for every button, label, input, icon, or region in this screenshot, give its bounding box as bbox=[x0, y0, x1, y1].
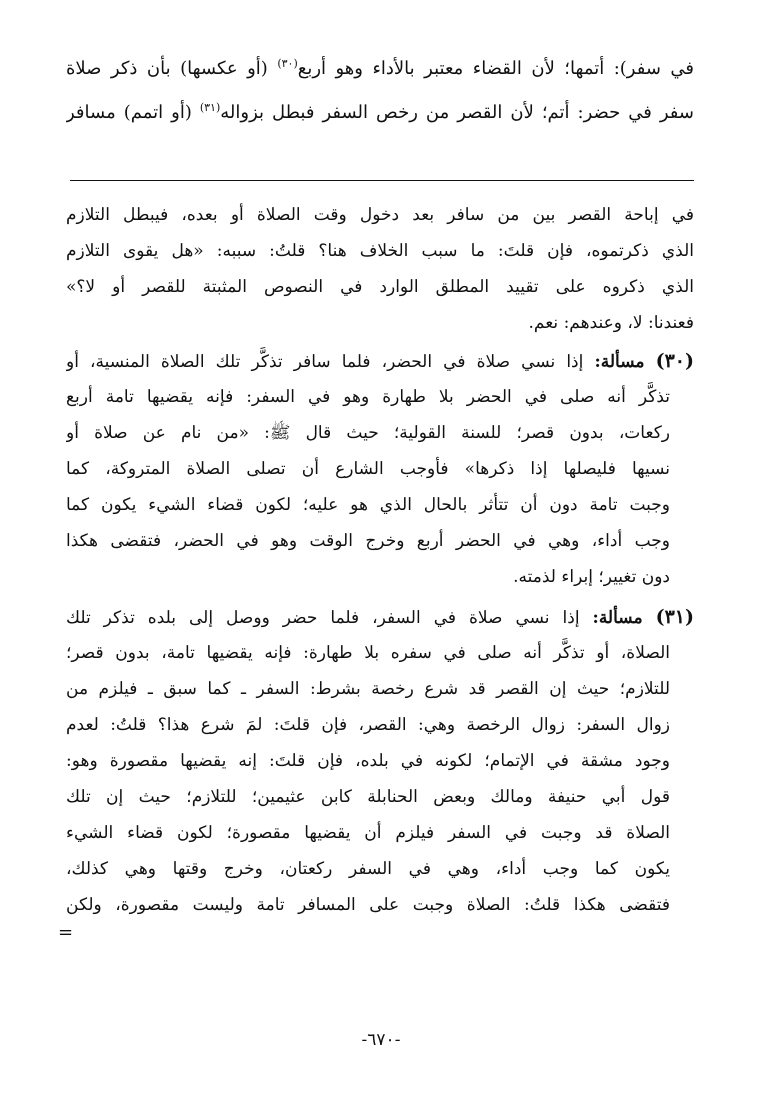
footnote-30-line: وجب أداء، وهي في الحضر أربع وخرج الوقت وهو في الحضر، فتقضى هكذا bbox=[66, 531, 670, 551]
footnote-30-line: دون تغيير؛ إبراء لذمته. bbox=[513, 567, 670, 587]
footnote-31-line: الصلاة قد وجبت في السفر فيلزم أن يقضيها مقصورة؛ لكون قضاء الشيء bbox=[66, 823, 670, 843]
footnote-31-line: وجود مشقة في الإتمام؛ لكونه في بلده، فإن قلتَ: إنه يقضيها مقصورة وهو: bbox=[66, 751, 670, 771]
main-text-line-1: في سفر): أتمها؛ لأن القضاء معتبر بالأداء وهو أربع$^{(٣٠)}$ (أو عكسها) بأن ذكر صلاة bbox=[66, 57, 694, 79]
footnote-31-line: زوال السفر: زوال الرخصة وهي: القصر، فإن قلتَ: لمَ شرع هذا؟ قلتُ: لعدم bbox=[66, 715, 670, 735]
footnote-continued-line: في إباحة القصر بين من سافر بعد دخول وقت الصلاة أو بعده، فيبطل التلازم bbox=[66, 205, 694, 225]
footnote-31-line: الصلاة، أو تذكَّر أنه صلى في سفره بلا طهارة: فإنه يقضيها تامة، بدون قصر؛ bbox=[66, 643, 670, 663]
footnote-separator bbox=[70, 180, 694, 181]
footnote-31-line: للتلازم؛ حيث إن القصر قد شرع رخصة بشرط: السفر ـ كما سبق ـ فيلزم من bbox=[66, 679, 670, 699]
footnote-31-line: قول أبي حنيفة ومالك وبعض الحنابلة كابن عثيمين؛ للتلازم؛ حيث إن تلك bbox=[66, 787, 670, 807]
footnote-31-line: فتقضى هكذا قلتُ: الصلاة وجبت على المسافر تامة وليست مقصورة، ولكن bbox=[66, 895, 670, 915]
footnote-30-line: وجبت تامة دون أن تتأثر بالحال الذي هو عليه؛ لكون قضاء الشيء يكون كما bbox=[66, 495, 670, 515]
footnote-30-line: تذكَّر أنه صلى في الحضر بلا طهارة وهو في السفر: فإنه يقضيها تامة أربع bbox=[66, 387, 670, 407]
footnote-continued-line: الذي ذكروه على تقييد المطلق الوارد في النصوص المثبتة للقصر أو لا؟» bbox=[66, 277, 694, 297]
continuation-mark: = bbox=[58, 922, 74, 943]
footnote-31-number: (٣١) bbox=[655, 606, 694, 628]
footnote-31-first-line: (٣١) مسألة: إذا نسي صلاة في السفر، فلما حضر ووصل إلى بلده تذكر تلك bbox=[66, 606, 694, 628]
footnote-30-number: (٣٠) bbox=[655, 350, 694, 372]
footnote-ref-31: (٣١) bbox=[199, 101, 221, 114]
page-number: -٦٧٠- bbox=[361, 1030, 401, 1050]
footnote-30-line: ركعات، بدون قصر؛ للسنة القولية؛ حيث قال ﷺ: «من نام عن صلاة أو bbox=[66, 423, 670, 443]
footnote-ref-30: (٣٠) bbox=[277, 57, 298, 70]
footnote-continued-line: فعندنا: لا، وعندهم: نعم. bbox=[528, 313, 694, 333]
footnote-30-label: مسألة: bbox=[594, 352, 645, 372]
footnote-continued-line: الذي ذكرتموه، فإن قلتَ: ما سبب الخلاف هنا؟ قلتُ: سببه: «هل يقوى التلازم bbox=[66, 241, 694, 261]
main-text-line-2: سفر في حضر: أتم؛ لأن القصر من رخص السفر فبطل بزواله$^{(٣١)}$ (أو اتمم) مسافر bbox=[66, 101, 694, 123]
footnote-31-line: يكون كما وجب أداء، وهي في السفر ركعتان، وخرج وقتها وهي كذلك، bbox=[66, 859, 670, 879]
footnote-30-first-line: (٣٠) مسألة: إذا نسي صلاة في الحضر، فلما سافر تذكَّر تلك الصلاة المنسية، أو bbox=[66, 350, 694, 372]
footnote-31-label: مسألة: bbox=[592, 608, 643, 628]
footnote-30-line: نسيها فليصلها إذا ذكرها» فأوجب الشارع أن تصلى الصلاة المتروكة، كما bbox=[66, 459, 670, 479]
